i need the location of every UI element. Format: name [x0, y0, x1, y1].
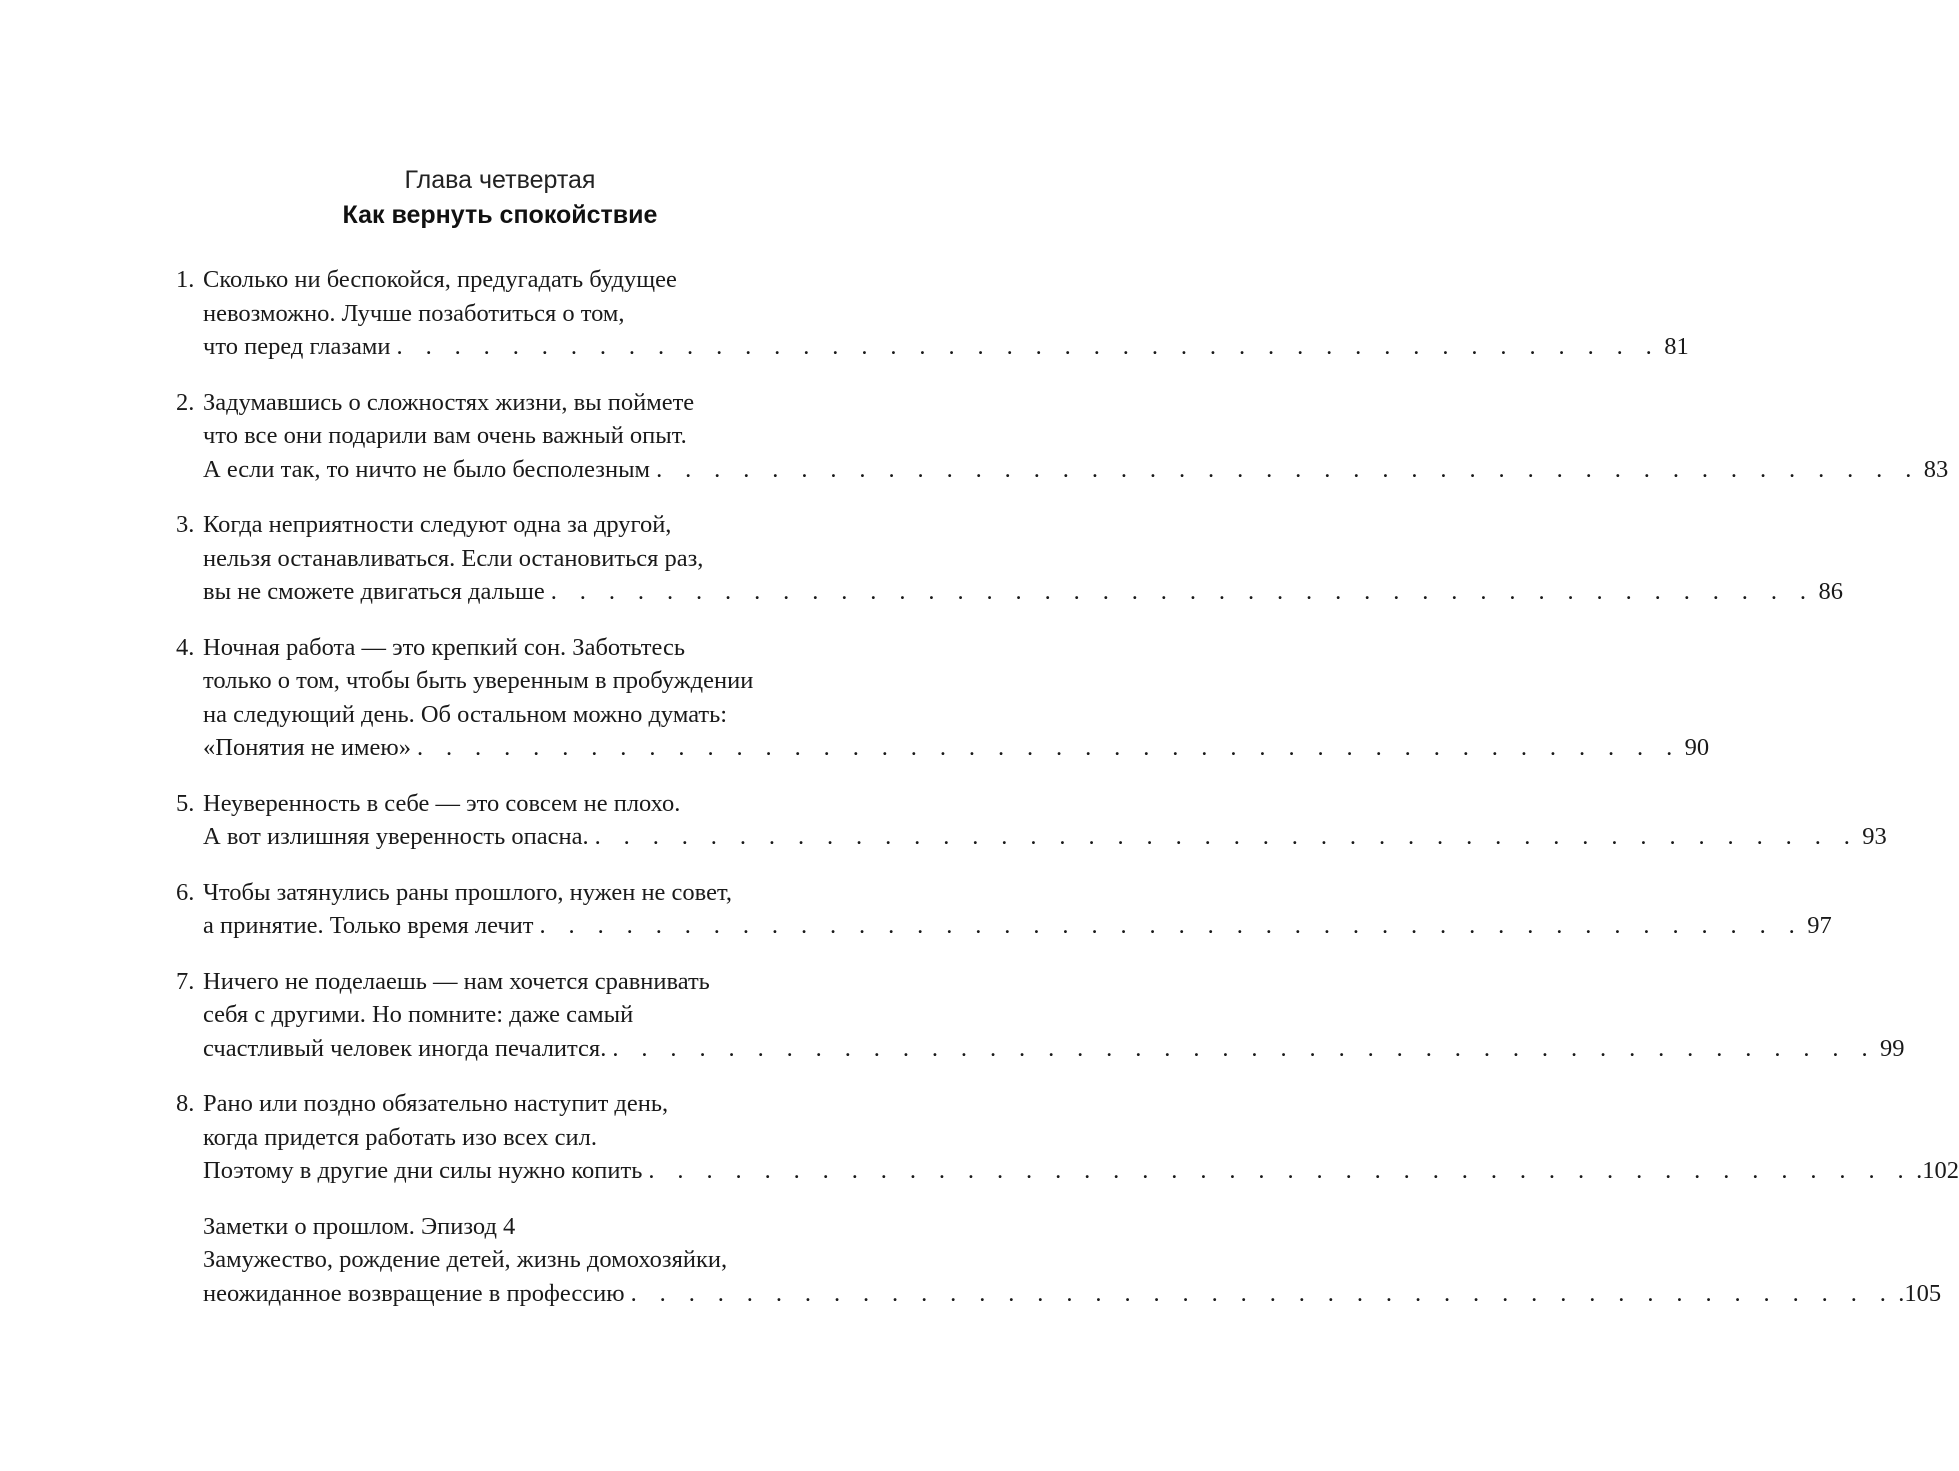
toc-entry-text: А вот излишняя уверенность опасна. [203, 823, 589, 850]
toc-entry-3 [176, 508, 1843, 609]
toc-line: на следующий день. Об остальном можно думать: [203, 700, 728, 728]
page-number: 86 [1818, 578, 1843, 605]
toc-line: что все они подарили вам очень важный опыт. [203, 422, 687, 449]
toc-entry-number: 2. [176, 388, 195, 416]
dot-leader: . . . . . . . . . . . . . . . . . . . . . . . . . . . . . . . . . . . . . . . . . . . . [656, 455, 1920, 483]
toc-line: только о том, чтобы быть уверенным в пробуждении [203, 667, 754, 694]
dot-leader: . . . . . . . . . . . . . . . . . . . . . . . . . . . . . . . . . . . . . . . . . . . . [550, 578, 1815, 605]
toc-entry-text: Когда неприятности следуют одна за другой, [203, 511, 672, 538]
toc-entry-7 [176, 965, 1905, 1066]
dot-leader: . . . . . . . . . . . . . . . . . . . . . . . . . . . . . . . . . . . . . . . . . . . . [416, 734, 1681, 761]
toc-entry-number: 3. [176, 511, 195, 538]
dot-leader: . . . . . . . . . . . . . . . . . . . . . . . . . . . . . . . . . . . . . . . . . . . . [630, 1279, 1895, 1307]
toc-entry-number: 6. [176, 878, 195, 906]
toc-entry-5 [176, 787, 1887, 854]
toc-line [176, 787, 860, 821]
toc-entry-text: а принятие. Только время лечит [203, 912, 534, 939]
table-of-contents [176, 263, 1959, 1332]
toc-entry-text: что перед глазами [203, 333, 391, 360]
toc-entry-text: Ничего не поделаешь — нам хочется сравнивать [203, 967, 710, 995]
toc-last-line [176, 731, 1710, 765]
toc-line: Заметки о прошлом. Эпизод 4 [203, 1212, 516, 1240]
chapter-header [0, 163, 1000, 232]
toc-last-line [176, 575, 1843, 609]
toc-entry-number: 4. [176, 633, 195, 661]
page-number: 99 [1880, 1034, 1905, 1062]
page-number: 83 [1923, 455, 1949, 483]
toc-entry-number: 8. [176, 1090, 195, 1117]
toc-line [176, 508, 860, 542]
toc-last-line [176, 909, 1832, 943]
toc-entry-text: счастливый человек иногда печалится. [203, 1034, 607, 1062]
toc-entry-text: Задумавшись о сложностях жизни, вы поймете [203, 388, 695, 416]
dot-leader: . . . . . . . . . . . . . . . . . . . . . . . . . . . . . . . . . . . . . . . . . . . . [612, 1034, 1877, 1062]
toc-entry-4 [176, 631, 1710, 765]
dot-leader: . . . . . . . . . . . . . . . . . . . . . . . . . . . . . . . . . . . . . . . . . . . . [648, 1157, 1913, 1184]
chapter-label: Глава четвертая [404, 166, 596, 194]
toc-entry-text: Рано или поздно обязательно наступит день, [203, 1090, 669, 1117]
toc-line [176, 1087, 860, 1121]
toc-line [176, 386, 860, 420]
toc-entry-number: 7. [176, 967, 195, 995]
toc-entry-2 [176, 386, 1949, 487]
page-number: 81 [1664, 333, 1689, 360]
toc-entry-number: 5. [176, 789, 195, 817]
toc-entry-text: «Понятия не имею» [203, 734, 411, 761]
toc-line: нельзя останавливаться. Если остановиться раз, [203, 544, 704, 572]
toc-line [176, 263, 860, 297]
dot-leader: . . . . . . . . . . . . . . . . . . . . . . . . . . . . . . . . . . . . . . . . . . . . [539, 912, 1804, 939]
toc-entry-notes [176, 1210, 1942, 1311]
toc-last-line [176, 1277, 1942, 1311]
dot-leader: . . . . . . . . . . . . . . . . . . . . . . . . . . . . . . . . . . . . . . . . . . . . [594, 823, 1859, 850]
page-number: 93 [1862, 823, 1887, 850]
toc-last-line [176, 1154, 1959, 1188]
toc-line: себя с другими. Но помните: даже самый [203, 1001, 634, 1028]
toc-entry-1 [176, 263, 1689, 364]
chapter-title: Как вернуть спокойствие [342, 201, 658, 229]
toc-line [176, 965, 860, 999]
toc-line: когда придется работать изо всех сил. [203, 1123, 597, 1151]
toc-entry-number: 1. [176, 266, 195, 293]
toc-entry-text: Чтобы затянулись раны прошлого, нужен не совет, [203, 878, 732, 906]
toc-entry-text: вы не сможете двигаться дальше [203, 578, 545, 605]
toc-line [176, 631, 860, 665]
toc-entry-text: Ночная работа — это крепкий сон. Заботьтесь [203, 633, 686, 661]
toc-line [176, 876, 860, 910]
toc-entry-text: неожиданное возвращение в профессию [203, 1279, 625, 1307]
toc-last-line [176, 330, 1689, 364]
page-number: 90 [1684, 734, 1710, 761]
toc-last-line [176, 1032, 1905, 1066]
toc-entry-text: А если так, то ничто не было бесполезным [203, 455, 651, 483]
toc-last-line [176, 453, 1949, 487]
page-number: .102 [1916, 1157, 1959, 1184]
page-number: 97 [1807, 912, 1832, 939]
toc-line: невозможно. Лучше позаботиться о том, [203, 299, 625, 327]
dot-leader: . . . . . . . . . . . . . . . . . . . . . . . . . . . . . . . . . . . . . . . . . . . . [396, 333, 1661, 360]
toc-last-line [176, 820, 1887, 854]
toc-line: Замужество, рождение детей, жизнь домохозяйки, [203, 1246, 728, 1273]
toc-entry-text: Поэтому в другие дни силы нужно копить [203, 1157, 643, 1184]
toc-entry-6 [176, 876, 1832, 943]
toc-entry-8 [176, 1087, 1959, 1188]
page-number: .105 [1898, 1279, 1942, 1307]
toc-entry-text: Неуверенность в себе — это совсем не плохо. [203, 789, 681, 817]
toc-entry-text: Сколько ни беспокойся, предугадать будущее [203, 266, 677, 293]
